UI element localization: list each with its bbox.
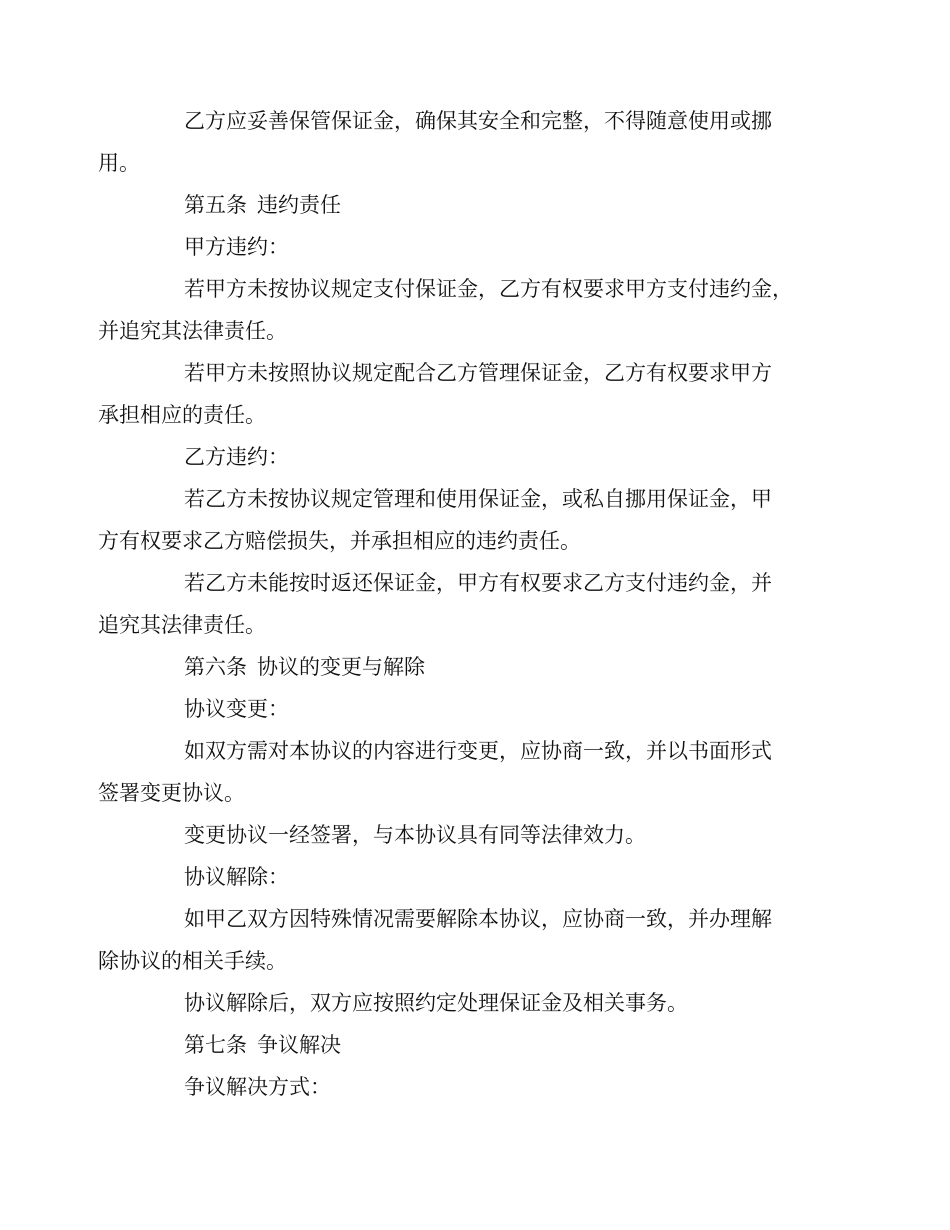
paragraph-amendment-effect xyxy=(141,814,841,856)
text-line: 如双方需对本协议的内容进行变更，应协商一致，并以书面形式 xyxy=(184,739,772,763)
article-number: 第六条 xyxy=(184,655,247,679)
paragraph-termination-label xyxy=(141,856,841,898)
article-number: 第五条 xyxy=(184,193,247,217)
text-line: 签署变更协议。 xyxy=(98,781,245,805)
text-line: 用。 xyxy=(98,151,140,175)
article-number: 第七条 xyxy=(184,1033,247,1057)
article-heading-5 xyxy=(141,184,841,226)
text-line: 若乙方未能按时返还保证金，甲方有权要求乙方支付违约金，并 xyxy=(184,571,772,595)
text-line: 并追究其法律责任。 xyxy=(98,319,287,343)
text-line: 若乙方未按协议规定管理和使用保证金，或私自挪用保证金，甲 xyxy=(184,487,772,511)
article-title: 违约责任 xyxy=(257,193,341,217)
paragraph-party-a-payment-breach xyxy=(98,268,841,352)
paragraph-party-b-misuse-breach xyxy=(98,478,841,562)
paragraph-party-a-cooperation-breach xyxy=(98,352,841,436)
paragraph-deposit-safekeeping xyxy=(98,100,841,184)
text-line: 变更协议一经签署，与本协议具有同等法律效力。 xyxy=(184,823,646,847)
paragraph-termination-effect xyxy=(141,982,841,1024)
text-line: 若甲方未按照协议规定配合乙方管理保证金，乙方有权要求甲方 xyxy=(184,361,772,385)
paragraph-dispute-method-label xyxy=(141,1066,841,1108)
text-line: 协议解除： xyxy=(184,865,289,889)
paragraph-party-a-breach-label xyxy=(141,226,841,268)
text-line: 甲方违约： xyxy=(184,235,289,259)
paragraph-party-b-breach-label xyxy=(141,436,841,478)
text-line: 乙方应妥善保管保证金，确保其安全和完整，不得随意使用或挪 xyxy=(184,109,772,133)
document-body xyxy=(98,100,841,1108)
article-heading-6 xyxy=(141,646,841,688)
text-line: 协议解除后，双方应按照约定处理保证金及相关事务。 xyxy=(184,991,688,1015)
text-line: 若甲方未按协议规定支付保证金，乙方有权要求甲方支付违约金， xyxy=(184,277,793,301)
text-line: 如甲乙双方因特殊情况需要解除本协议，应协商一致，并办理解 xyxy=(184,907,772,931)
text-line: 方有权要求乙方赔偿损失，并承担相应的违约责任。 xyxy=(98,529,581,553)
text-line: 追究其法律责任。 xyxy=(98,613,266,637)
paragraph-amendment-label xyxy=(141,688,841,730)
article-heading-7 xyxy=(141,1024,841,1066)
article-title: 协议的变更与解除 xyxy=(257,655,425,679)
text-line: 协议变更： xyxy=(184,697,289,721)
paragraph-termination-procedure xyxy=(98,898,841,982)
text-line: 承担相应的责任。 xyxy=(98,403,266,427)
paragraph-amendment-procedure xyxy=(98,730,841,814)
text-line: 乙方违约： xyxy=(184,445,289,469)
text-line: 争议解决方式： xyxy=(184,1075,331,1099)
paragraph-party-b-return-breach xyxy=(98,562,841,646)
article-title: 争议解决 xyxy=(257,1033,341,1057)
text-line: 除协议的相关手续。 xyxy=(98,949,287,973)
